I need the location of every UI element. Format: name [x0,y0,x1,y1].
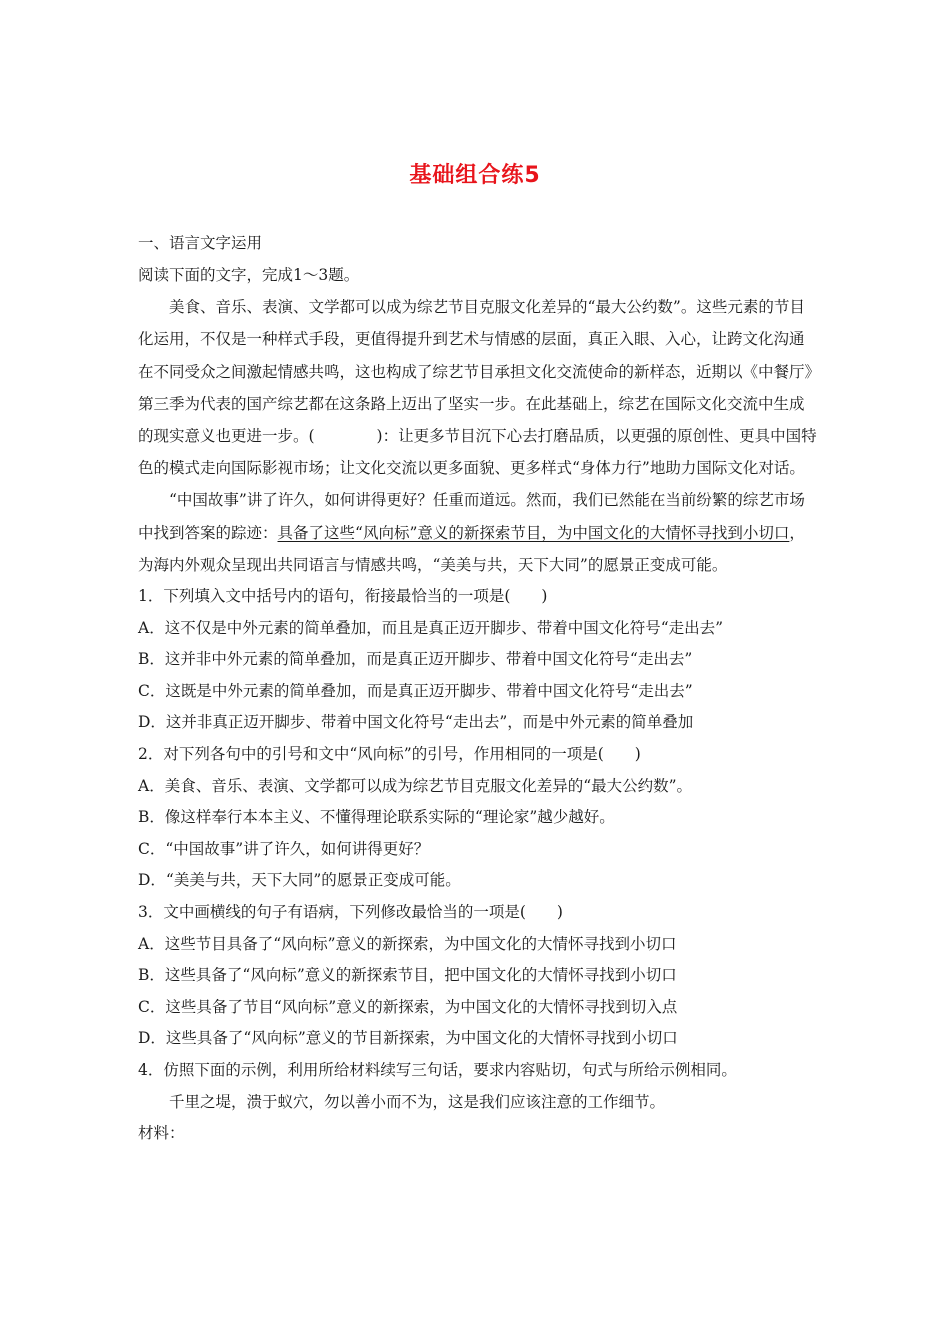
example-sentence: 千里之堤，溃于蚁穴，勿以善小而不为，这是我们应该注意的工作细节。 [169,1092,666,1111]
passage-paragraph-2 [138,484,818,581]
question-2-stem: 2．对下列各句中的引号和文中“风向标”的引号，作用相同的一项是( ) [138,744,641,763]
document-body [138,228,818,1150]
section-heading: 一、语言文字运用 [138,234,263,252]
passage-paragraph-1: 美食、音乐、表演、文学都可以成为综艺节目克服文化差异的“最大公约数”。这些元素的节目化运用，不仅是一种样式手段，更值得提升到艺术与情感的层面，真正入眼、入心，让跨文化沟通在不同受众之间激起情感共鸣，这也构成了综艺节目承担文化交流使命的新样态，近期以《中餐厅》第三季为代表的国产综艺都在这条路上迈出了坚实一步。在此基础上，综艺在国际文化交流中生成的现实意义也更进一步。( )：让更多节目沉下心去打磨品质，以更强的原创性、更具中国特色的模式走向国际影视市场；让文化交流以更多面貌、更多样式“身体力行”地助力国际文化对话。 [138,298,817,478]
question-2-option-a: A．美食、音乐、表演、文学都可以成为综艺节目克服文化差异的“最大公约数”。 [138,776,693,795]
question-1-stem: 1．下列填入文中括号内的语句，衔接最恰当的一项是( ) [138,587,548,606]
question-1-option-c: C．这既是中外元素的简单叠加，而是真正迈开脚步、带着中国文化符号“走出去” [138,681,693,700]
question-2-option-d: D．“美美与共，天下大同”的愿景正变成可能。 [138,871,461,890]
reading-instruction: 阅读下面的文字，完成1～3题。 [138,265,360,284]
question-3-option-d: D．这些具备了“风向标”意义的节目新探索，为中国文化的大情怀寻找到小切口 [138,1029,678,1048]
question-1-option-d: D．这并非真正迈开脚步、带着中国文化符号“走出去”，而是中外元素的简单叠加 [138,713,694,732]
question-3-option-a: A．这些节目具备了“风向标”意义的新探索，为中国文化的大情怀寻找到小切口 [138,934,677,953]
question-3-option-c: C．这些具备了节目“风向标”意义的新探索，为中国文化的大情怀寻找到切入点 [138,997,678,1016]
passage-text: “中国故事”讲了许久，如何讲得更好？任重而道远。然而，我们已然能在当前纷繁的综艺市场中找到答案的踪迹： [138,491,805,542]
question-3-stem: 3．文中画横线的句子有语病，下列修改最恰当的一项是( ) [138,902,563,921]
underlined-sentence: 具备了这些“风向标”意义的新探索节目，为中国文化的大情怀寻找到小切口 [277,523,790,542]
material-label: 材料： [138,1124,185,1143]
question-1-option-b: B．这并非中外元素的简单叠加，而是真正迈开脚步、带着中国文化符号“走出去” [138,650,693,669]
page-title: 基础组合练5 [409,163,541,188]
question-2-option-b: B．像这样奉行本本主义、不懂得理论联系实际的“理论家”越少越好。 [138,808,615,827]
question-1-option-a: A．这不仅是中外元素的简单叠加，而且是真正迈开脚步、带着中国文化符号“走出去” [138,618,724,637]
question-2-option-c: C．“中国故事”讲了许久，如何讲得更好？ [138,839,430,858]
question-3-option-b: B．这些具备了“风向标”意义的新探索节目，把中国文化的大情怀寻找到小切口 [138,966,677,985]
question-4-stem: 4．仿照下面的示例，利用所给材料续写三句话，要求内容贴切，句式与所给示例相同。 [138,1060,737,1079]
passage-text: ，为海内外观众呈现出共同语言与情感共鸣，“美美与共，天下大同”的愿景正变成可能。 [138,523,805,574]
